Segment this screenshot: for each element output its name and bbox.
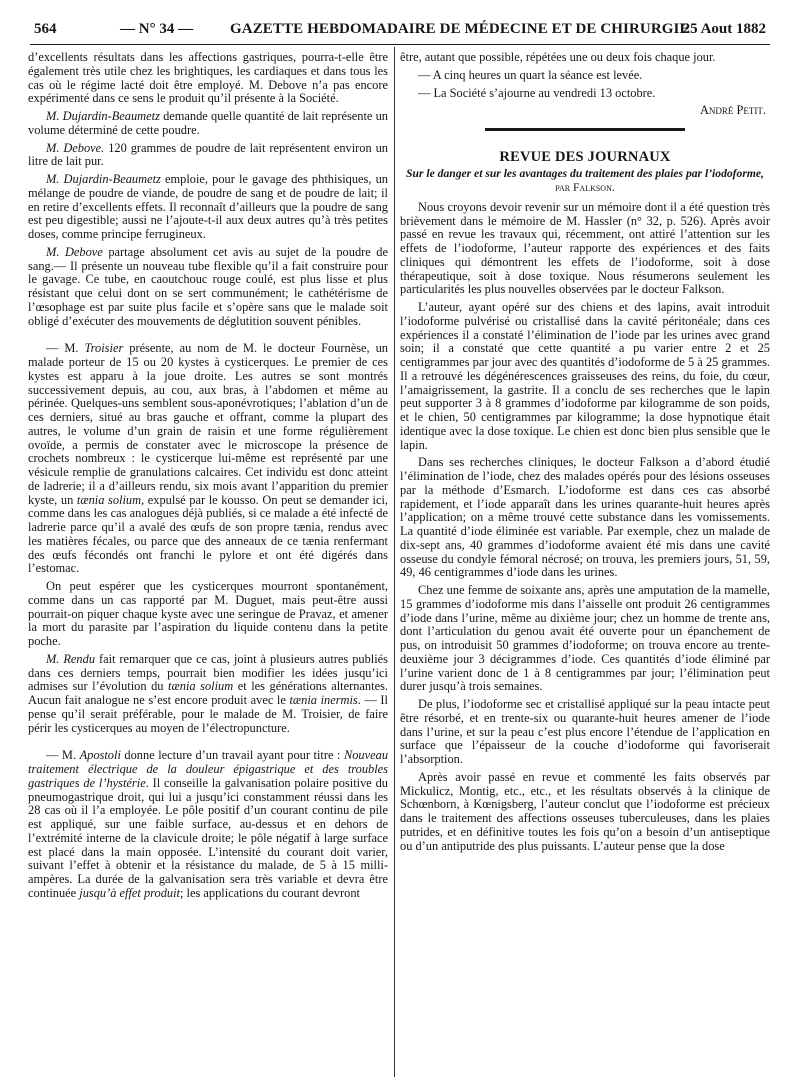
paragraph: Après avoir passé en revue et commenté les faits observés par Mickulicz, Montig, etc., etc., et les résultats observés à la clinique de Schœnborn, à Kœnigsberg, l’auteur conclut que l’iodoforme est précieux dans le traitement des affections osseuses tuberculeuses, dans les plaies putrides, et en définitive toutes les fois qu’on a besoin d’un antiseptique ou d’un antiputride des plus puissants. L’auteur pense que la dose xyxy=(400,769,770,853)
speaker-name: M. Dujardin-Beaumetz xyxy=(46,109,160,123)
page-header xyxy=(30,12,770,42)
journal-title: GAZETTE HEBDOMADAIRE DE MÉDECINE ET DE CHIRURGIE xyxy=(230,21,690,37)
paragraph: — M. Troisier présente, au nom de M. le docteur Fournèse, un malade porteur de 15 ou 20 kystes à cysticerques. Le premier de ces kystes est apparu à la joue droite. Les autres se sont montrés successivement depuis, au cou, aux bras, à l’abdomen et même au périnée. Quelques-uns semblent sous-aponévrotiques; l’ablation d’un de ces derniers, situé au bras gauche et offrant, comme la plupart des autres, le volume d’un grain de raisin et une forme régulièrement ovoïde, a permis de constater avec le microscope la présence de crochets nombreux : le cysticerque lui-même est représenté par une vésicule remplie de granulations calcaires. Cet individu est donc atteint de ladrerie; il a d’ailleurs rendu, six mois avant l’apparition du premier kyste, un tænia solium, expulsé par le kousso. On peut se demander ici, comme dans les cas analogues déjà publiés, si ce malade a été infecté de ladrerie parce qu’il a avalé des œufs de son propre tænia, rendus avec les matières fécales, ou parce que des anneaux de ce tænia renfermant des œufs fécondés ont franchi le pylore et ont été digérés dans l’estomac. xyxy=(28,341,388,576)
article-title: Sur le danger et sur les avantages du traitement des plaies par l’iodoforme, par Falkson. xyxy=(406,166,764,194)
article-author: par Falkson. xyxy=(555,180,615,194)
header-rule xyxy=(30,44,770,45)
speaker-name: Apostoli xyxy=(79,748,121,763)
issue-date: 25 Aout 1882 xyxy=(682,21,766,37)
paragraph: L’auteur, ayant opéré sur des chiens et des lapins, avait introduit l’iodoforme pulvérisé ou cristallisé dans la cavité péritonéale; dans ces expériences il a constaté l’élimination de l’iode par les urines avec grand soin; il a constaté que cette quantité a pu varier entre 2 et 25 centigrammes par jour avec des quantités d’iodoforme de 5 à 25 grammes. Il a retrouvé les dégénérescences graisseuses des reins, du foie, du cœur, l’amaigrissement, la gastrite. Il a conclu de ses recherches que le lapin peut supporter 3 à 8 grammes d’iodoforme par kilogramme de son poids, et le chien, 50 centigrammes par kilogramme; la dose hypnotique était identique avec la dose toxique. Le chien est donc bien plus sensible que le lapin. xyxy=(400,300,770,452)
issue-number: — N° 34 — xyxy=(120,21,194,37)
paragraph: Nous croyons devoir revenir sur un mémoire dont il a été question très brièvement dans le mémoire de M. Hassler (n° 32, p. 526). Après avoir passé en revue les travaux qui, récemment, ont attiré l’attention sur les effets de l’iodoforme, l’auteur rapporte des expériences et des faits cliniques qui démontrent les effets de l’iodoforme, soit à dose thérapeutique, soit à dose toxique. Nous résumerons seulement les particularités les plus nouvelles observées par le docteur Falkson. xyxy=(400,199,770,297)
speaker-name: M. Debove xyxy=(46,244,103,259)
paragraph: M. Rendu fait remarquer que ce cas, joint à plusieurs autres publiés dans ces derniers temps, pourrait bien modifier les idées jusqu’ici admises sur l’évolution du tænia solium et les générations alternantes. Aucun fait analogue ne s’est encore produit avec le tænia inermis. — Il pense qu’il serait préférable, pour le malade de M. Troisier, de faire périr les cysticerques au moyen de l’électropuncture. xyxy=(28,651,389,735)
left-column xyxy=(28,51,388,905)
signature: André Petit. xyxy=(699,103,766,118)
paragraph: M. Debove. 120 grammes de poudre de lait représentent environ un litre de lait pur. xyxy=(28,140,388,169)
section-heading: REVUE DES JOURNAUX xyxy=(499,149,671,165)
paragraph: Dans ses recherches cliniques, le docteur Falkson a d’abord étudié l’élimination de l’iode, chez des malades opérés pour des lésions osseuses par la méthode d’Esmarch. L’iodoforme est dans ces cas absorbé rapidement, et l’iode apparaît dans les urines quarante-huit heures après l’application; on a même trouvé cette substance dans les vomissements. La quantité d’iode éliminée est variable. Par exemple, chez un malade de dix-sept ans, 40 grammes d’iodoforme avaient été mis dans une cavité osseuse du condyle fémoral nécrosé; on trouva, les premiers jours, 51, 59, 49, 46 centigrammes d’iode dans les urines. xyxy=(400,455,770,580)
paragraph: M. Dujardin-Beaumetz demande quelle quantité de lait représente un volume déterminé de cette poudre. xyxy=(28,109,388,137)
page-number: 564 xyxy=(34,21,57,37)
right-column xyxy=(400,51,770,857)
paragraph: — A cinq heures un quart la séance est levée. xyxy=(418,67,643,82)
speaker-name: M. Debove. xyxy=(46,140,105,155)
column-divider xyxy=(394,47,395,1077)
speaker-name: M. Dujardin-Beaumetz xyxy=(46,172,161,186)
section-rule xyxy=(485,128,685,131)
paragraph: On peut espérer que les cysticerques mourront spontanément, comme dans un cas rapporté par M. Duguet, mais peut-être aussi pourrait-on piquer chaque kyste avec une seringue de Pravaz, et amener la mort du parasite par l’aspiration du liquide contenu dans la petite poche. xyxy=(28,579,388,648)
speaker-name: M. Rendu xyxy=(46,651,96,666)
paragraph: être, autant que possible, répétées une ou deux fois chaque jour. xyxy=(400,50,716,64)
paragraph: Chez une femme de soixante ans, après une amputation de la mamelle, 15 grammes d’iodoforme mis dans l’aisselle ont produit 26 centigrammes d’iode dans l’urine, même au dixième jour; chez un homme de trente ans, dont l’articulation du genou avait été ouverte pour un épanchement de pus, on introduisit 50 grammes d’iodoforme; on trouva encore au trente-deuxième jour 3 décigrammes d’iode. Ces quantités d’iode éliminé par l’urine varient donc de 1 à 8 centigrammes par jour; l’élimination peut durer jusqu’à trois semaines. xyxy=(400,583,770,694)
paragraph: M. Debove partage absolument cet avis au sujet de la poudre de sang.— Il présente un nouveau tube flexible qu’il a fait construire pour le gavage. Ce tube, en caoutchouc rouge coulé, est plus lisse et plus résistant que celui dont on se sert communément; le cathétérisme de l’œsophage est par suite plus facile et s’opère sans que le malade soit obligé d’exécuter des mouvements de déglutition souvent pénibles. xyxy=(28,244,388,328)
paragraph: d’excellents résultats dans les affections gastriques, pourra-t-elle être également très utile chez les brightiques, les cardiaques et dans tous les cas où le régime lacté doit être employé. M. Debove n’a pas encore expérimenté dans ce sens le produit qu’il présente à la Société. xyxy=(28,50,388,106)
paragraph: — La Société s’ajourne au vendredi 13 octobre. xyxy=(418,85,656,100)
work-title: Nouveau traitement électrique de la douleur épigastrique et des troubles gastriques de l’hystérie xyxy=(28,748,389,790)
speaker-name: Troisier xyxy=(84,341,124,356)
paragraph: M. Dujardin-Beaumetz emploie, pour le gavage des phthisiques, un mélange de poudre de viande, de poudre de sang et de poudre de lait; il en retire d’excellents effets. Il reconnaît d’ailleurs que la poudre de sang est peu digestible; aussi ne l’ajoute-t-il aux deux autres qu’à très petites doses, comme principe ferrugineux. xyxy=(28,172,389,241)
paragraph: — M. Apostoli donne lecture d’un travail ayant pour titre : Nouveau traitement électrique de la douleur épigastrique et des troubles gastriques de l’hystérie. Il conseille la galvanisation polaire positive du pneumogastrique droit, qui lui a jusqu’ici constamment réussi dans les 28 cas où il l’a employée. Le pôle positif d’un courant continu de pile est appliqué, sur une faible surface, au-dessus et en dehors de l’extrémité interne de la clavicule droite; le pôle négatif à large surface est placé dans la main opposée. L’intensité du courant doit varier, suivant l’effet à obtenir et la résistance du malade, de 5 à 15 milli-ampères. La durée de la galvanisation sera très variable et devra être continuée jusqu’à effet produit; les applications du courant devront xyxy=(28,748,389,900)
paragraph: De plus, l’iodoforme sec et cristallisé appliqué sur la peau intacte peut être résorbé, et en trente-six ou quarante-huit heures amener de l’iode dans l’urine, et sur la peau c’est plus encore l’étendue de l’application en surface que l’épaisseur de la couche d’iodoforme qui favoriserait l’absorption. xyxy=(400,697,770,766)
